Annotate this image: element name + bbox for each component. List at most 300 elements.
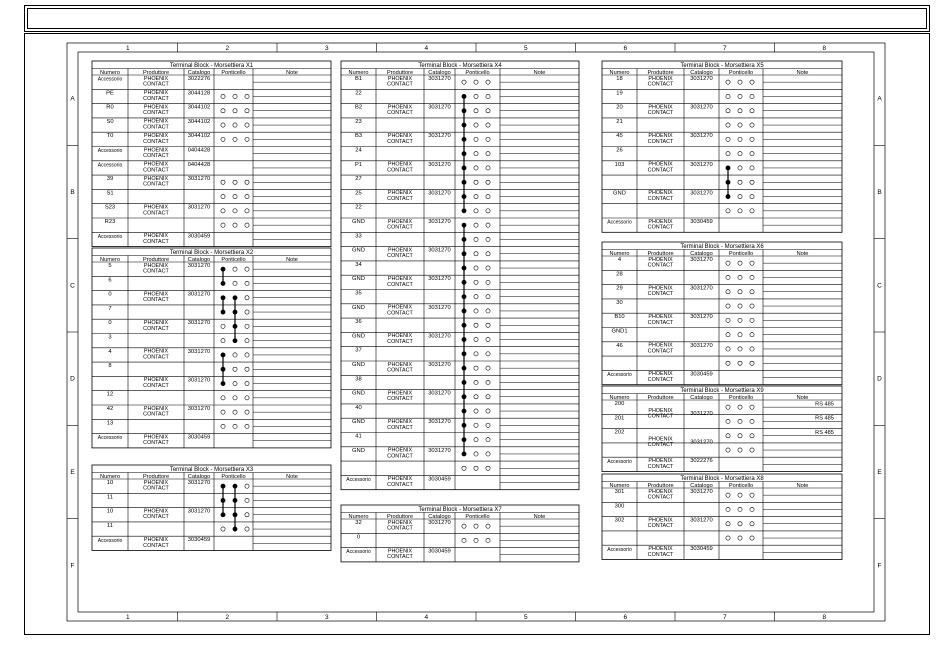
bridge-hole <box>486 352 490 356</box>
zone-row-label-right: E <box>877 469 882 476</box>
bridge-hole <box>738 333 742 337</box>
bridge-hole <box>486 295 490 299</box>
bridge-hole <box>221 123 225 127</box>
bridge-hole <box>726 261 730 265</box>
terminal-table-x7 <box>341 505 579 562</box>
bridge-hole <box>486 80 490 84</box>
bridge-hole <box>750 194 754 198</box>
manufacturer-name: PHOENIX <box>143 233 169 240</box>
bridge-hole <box>474 123 478 127</box>
catalog-number: 3031270 <box>428 133 451 140</box>
zone-column-label-bottom: 7 <box>722 614 727 621</box>
manufacturer-name: CONTACT <box>647 196 674 202</box>
column-header-numero: Numero <box>609 394 630 401</box>
bridge-hole <box>221 137 225 141</box>
zone-row-label-right: F <box>877 562 882 570</box>
terminal-number: GND1 <box>611 328 628 335</box>
terminal-number: 30 <box>616 299 623 306</box>
bridge-hole <box>486 423 490 427</box>
bridge-hole <box>245 123 249 127</box>
zone-row-label-right: C <box>877 282 882 290</box>
bridge-hole <box>750 522 754 526</box>
jumper-contact <box>462 109 466 113</box>
catalog-number: 3044102 <box>187 133 211 140</box>
bridge-hole <box>474 152 478 156</box>
bridge-hole <box>474 166 478 170</box>
terminal-number: 23 <box>355 118 362 125</box>
terminal-number: 0 <box>108 291 112 298</box>
bridge-hole <box>738 419 742 423</box>
bridge-hole <box>750 536 754 540</box>
jumper-contact <box>233 498 237 502</box>
column-header-produttore: Produttore <box>142 256 170 263</box>
manufacturer-name: CONTACT <box>647 319 674 326</box>
manufacturer-name: PHOENIX <box>387 476 413 483</box>
terminal-number: 0 <box>356 534 361 541</box>
bridge-hole <box>233 410 237 414</box>
manufacturer-name: PHOENIX <box>648 133 673 139</box>
jumper-contact <box>462 280 466 284</box>
bridge-hole <box>486 380 490 384</box>
jumper-contact <box>221 310 225 314</box>
terminal-table-x2 <box>92 248 331 448</box>
catalog-number: 3031270 <box>690 190 713 197</box>
catalog-number: 3031270 <box>187 263 211 269</box>
column-header-note: Note <box>286 256 298 263</box>
bridge-hole <box>221 410 225 414</box>
catalog-number: 3030459 <box>187 434 211 441</box>
catalog-number: 3031270 <box>187 204 211 211</box>
column-header-catalogo: Catalogo <box>690 394 713 401</box>
terminal-number: R23 <box>104 219 116 225</box>
bridge-hole <box>726 405 730 409</box>
terminal-number: PE <box>106 90 114 97</box>
bridge-hole <box>245 424 249 428</box>
catalog-number: 0404428 <box>187 147 211 154</box>
terminal-number: B3 <box>354 133 363 140</box>
jumper-contact <box>233 310 237 314</box>
bridge-hole <box>474 438 478 442</box>
bridge-hole <box>750 361 754 365</box>
manufacturer-name: PHOENIX <box>143 161 169 168</box>
manufacturer-name: PHOENIX <box>143 75 169 82</box>
catalog-number: 3030459 <box>690 219 713 225</box>
column-header-note: Note <box>796 482 809 489</box>
catalog-number: 3044102 <box>187 118 211 125</box>
bridge-hole <box>462 538 466 542</box>
manufacturer-name: PHOENIX <box>143 348 169 355</box>
manufacturer-name: PHOENIX <box>648 314 673 320</box>
column-header-numero: Numero <box>609 250 630 257</box>
catalog-number: 3031270 <box>690 489 713 495</box>
manufacturer-name: CONTACT <box>143 440 169 447</box>
bridge-hole <box>474 266 478 270</box>
bridge-hole <box>750 152 754 156</box>
manufacturer-name: PHOENIX <box>143 291 169 298</box>
bridge-hole <box>474 452 478 456</box>
jumper-contact <box>726 180 730 184</box>
bridge-hole <box>245 94 249 98</box>
manufacturer-name: CONTACT <box>387 281 413 288</box>
bridge-hole <box>486 309 490 313</box>
column-header-catalogo: Catalogo <box>690 482 713 489</box>
manufacturer-name: CONTACT <box>143 81 169 88</box>
terminal-number: GND <box>352 333 365 340</box>
terminal-number: 12 <box>106 391 114 398</box>
catalog-number: 3031270 <box>428 520 451 526</box>
bridge-hole <box>750 304 754 308</box>
zone-row-label-left: D <box>70 375 75 383</box>
catalog-number: 3031270 <box>690 342 713 349</box>
catalog-number: 3031270 <box>690 411 713 417</box>
terminal-number: 4 <box>108 348 112 355</box>
bridge-hole <box>462 524 466 528</box>
bridge-hole <box>245 296 249 300</box>
catalog-number: 3031270 <box>428 447 451 454</box>
manufacturer-name: CONTACT <box>647 224 674 231</box>
bridge-hole <box>221 94 225 98</box>
terminal-number: 4 <box>617 257 622 263</box>
bridge-hole <box>750 493 754 497</box>
manufacturer-name: CONTACT <box>647 110 674 117</box>
jumper-contact <box>462 437 466 441</box>
terminal-number: 21 <box>616 118 623 125</box>
column-header-note: Note <box>286 69 298 76</box>
manufacturer-name: CONTACT <box>647 81 674 88</box>
bridge-hole <box>474 538 478 542</box>
bridge-hole <box>726 493 730 497</box>
manufacturer-name: PHOENIX <box>648 517 673 524</box>
zone-row-label-left: E <box>70 469 75 476</box>
terminal-number: 28 <box>616 271 623 278</box>
bridge-hole <box>462 466 466 470</box>
column-header-note: Note <box>286 473 298 480</box>
column-header-ponticello: Ponticello <box>221 256 246 263</box>
bridge-hole <box>486 466 490 470</box>
bridge-hole <box>221 339 225 343</box>
bridge-hole <box>738 493 742 497</box>
catalog-number: 3031270 <box>690 161 713 168</box>
terminal-number: Accessorio <box>346 477 371 483</box>
bridge-hole <box>738 261 742 265</box>
terminal-note: RS 485 <box>815 415 834 422</box>
manufacturer-name: PHOENIX <box>648 285 673 292</box>
catalog-number: 3030459 <box>428 548 451 555</box>
bridge-hole <box>474 352 478 356</box>
bridge-hole <box>750 209 754 213</box>
column-header-numero: Numero <box>100 473 120 480</box>
bridge-hole <box>750 109 754 113</box>
manufacturer-name: CONTACT <box>387 554 413 561</box>
jumper-contact <box>462 166 466 170</box>
manufacturer-name: PHOENIX <box>648 104 673 111</box>
bridge-hole <box>738 80 742 84</box>
bridge-hole <box>486 524 490 528</box>
jumper-contact <box>233 527 237 531</box>
zone-column-label-bottom: 5 <box>523 614 528 621</box>
terminal-table-x1 <box>92 61 331 247</box>
bridge-hole <box>726 361 730 365</box>
column-header-catalogo: Catalogo <box>187 69 211 76</box>
bridge-hole <box>750 405 754 409</box>
manufacturer-name: CONTACT <box>143 268 169 275</box>
manufacturer-name: CONTACT <box>387 110 413 117</box>
manufacturer-name: PHOENIX <box>387 104 413 111</box>
bridge-hole <box>486 194 490 198</box>
manufacturer-name: PHOENIX <box>648 488 673 495</box>
bridge-hole <box>738 361 742 365</box>
manufacturer-name: CONTACT <box>647 551 674 558</box>
terminal-number: 35 <box>355 290 362 297</box>
zone-row-label-right: B <box>877 189 882 196</box>
bridge-hole <box>738 123 742 127</box>
bridge-hole <box>750 333 754 337</box>
terminal-number: Accessorio <box>607 458 632 465</box>
terminal-number: Accessorio <box>97 162 123 169</box>
terminal-number: Accessorio <box>346 549 371 556</box>
column-header-numero: Numero <box>348 513 369 520</box>
bridge-hole <box>233 396 237 400</box>
bridge-hole <box>474 252 478 256</box>
manufacturer-name: PHOENIX <box>387 390 413 397</box>
bridge-hole <box>750 166 754 170</box>
terminal-number: 18 <box>616 76 623 82</box>
zone-row-label-left: F <box>70 562 75 570</box>
bridge-hole <box>750 80 754 84</box>
manufacturer-name: PHOENIX <box>648 342 673 349</box>
bridge-hole <box>486 180 490 184</box>
bridge-hole <box>221 209 225 213</box>
manufacturer-name: PHOENIX <box>143 175 169 182</box>
bridge-hole <box>486 337 490 341</box>
manufacturer-name: CONTACT <box>143 354 169 361</box>
column-header-ponticello: Ponticello <box>465 513 490 520</box>
bridge-hole <box>750 123 754 127</box>
bridge-hole <box>750 347 754 351</box>
jumper-contact <box>233 296 237 300</box>
manufacturer-name: PHOENIX <box>143 434 169 441</box>
bridge-hole <box>486 438 490 442</box>
column-header-numero: Numero <box>100 256 120 263</box>
column-header-note: Note <box>796 250 809 257</box>
jumper-contact <box>221 498 225 502</box>
bridge-hole <box>245 339 249 343</box>
bridge-hole <box>245 484 249 488</box>
bridge-hole <box>474 137 478 141</box>
column-header-ponticello: Ponticello <box>221 473 246 480</box>
terminal-number: 201 <box>614 415 625 422</box>
terminal-number: GND <box>352 447 365 454</box>
bridge-hole <box>738 448 742 452</box>
zone-column-label-bottom: 1 <box>125 614 130 621</box>
manufacturer-name: PHOENIX <box>387 276 413 282</box>
terminal-number: GND <box>352 390 365 397</box>
manufacturer-name: PHOENIX <box>648 161 673 168</box>
bridge-hole <box>726 347 730 351</box>
manufacturer-name: CONTACT <box>387 482 413 488</box>
bridge-hole <box>221 424 225 428</box>
manufacturer-name: PHOENIX <box>143 133 169 139</box>
bridge-hole <box>245 396 249 400</box>
bridge-hole <box>486 237 490 241</box>
terminal-number: 301 <box>614 489 625 495</box>
jumper-contact <box>462 323 466 327</box>
jumper-contact <box>462 123 466 127</box>
manufacturer-name: CONTACT <box>647 377 674 383</box>
terminal-number: 29 <box>616 285 623 292</box>
manufacturer-name: CONTACT <box>387 167 413 174</box>
manufacturer-name: CONTACT <box>143 110 169 117</box>
bridge-hole <box>750 290 754 294</box>
bridge-hole <box>245 109 249 113</box>
bridge-hole <box>245 281 249 285</box>
bridge-hole <box>486 137 490 141</box>
manufacturer-name: CONTACT <box>143 325 169 332</box>
bridge-hole <box>486 323 490 327</box>
jumper-contact <box>462 151 466 155</box>
bridge-hole <box>245 527 249 531</box>
bridge-hole <box>245 180 249 184</box>
manufacturer-name: CONTACT <box>387 453 413 460</box>
jumper-contact <box>462 366 466 370</box>
terminal-number: Accessorio <box>97 537 123 544</box>
jumper-contact <box>726 166 730 170</box>
manufacturer-name: PHOENIX <box>387 519 413 526</box>
column-header-catalogo: Catalogo <box>187 473 211 480</box>
catalog-number: 3031270 <box>428 190 451 197</box>
terminal-number: 10 <box>106 508 114 515</box>
bridge-hole <box>474 323 478 327</box>
manufacturer-name: PHOENIX <box>143 320 169 326</box>
jumper-contact <box>221 296 225 300</box>
bridge-hole <box>486 109 490 113</box>
terminal-number: 26 <box>616 147 623 154</box>
bridge-hole <box>726 290 730 294</box>
terminal-note: RS 485 <box>815 401 834 408</box>
jumper-contact <box>462 223 466 227</box>
terminal-number: 41 <box>355 433 362 440</box>
jumper-contact <box>462 309 466 313</box>
bridge-hole <box>474 237 478 241</box>
jumper-contact <box>221 513 225 517</box>
manufacturer-name: PHOENIX <box>648 256 673 263</box>
manufacturer-name: PHOENIX <box>648 546 673 552</box>
bridge-hole <box>233 381 237 385</box>
terminal-number: 20 <box>616 104 623 111</box>
terminal-number: 3 <box>108 334 112 341</box>
catalog-number: 3031270 <box>187 320 211 327</box>
catalog-number: 3031270 <box>690 439 713 446</box>
bridge-hole <box>233 194 237 198</box>
column-header-note: Note <box>796 69 809 76</box>
catalog-number: 3031270 <box>187 508 211 515</box>
bridge-hole <box>738 180 742 184</box>
column-header-numero: Numero <box>348 69 369 76</box>
jumper-contact <box>462 180 466 184</box>
terminal-number: Accessorio <box>97 148 123 155</box>
bridge-hole <box>486 123 490 127</box>
manufacturer-name: CONTACT <box>387 224 413 231</box>
manufacturer-name: PHOENIX <box>143 537 169 543</box>
column-header-ponticello: Ponticello <box>728 69 754 76</box>
manufacturer-name: PHOENIX <box>648 407 673 414</box>
bridge-hole <box>486 452 490 456</box>
manufacturer-name: PHOENIX <box>387 361 413 368</box>
bridge-hole <box>474 423 478 427</box>
catalog-number: 0404428 <box>187 161 211 168</box>
manufacturer-name: CONTACT <box>647 413 674 420</box>
jumper-contact <box>233 484 237 488</box>
terminal-number: 27 <box>355 176 362 183</box>
bridge-hole <box>750 180 754 184</box>
terminal-number: 200 <box>614 401 625 407</box>
jumper-contact <box>462 237 466 241</box>
column-header-produttore: Produttore <box>142 473 170 480</box>
terminal-number: 300 <box>614 503 625 510</box>
catalog-number: 3030459 <box>690 371 713 378</box>
bridge-hole <box>486 538 490 542</box>
manufacturer-name: CONTACT <box>647 138 674 145</box>
zone-column-label-bottom: 3 <box>324 614 329 621</box>
terminal-number: 42 <box>106 406 114 412</box>
table-title: Terminal Block - Morsettiera X3 <box>169 466 254 473</box>
bridge-hole <box>245 310 249 314</box>
manufacturer-name: CONTACT <box>647 463 674 470</box>
bridge-hole <box>233 109 237 113</box>
manufacturer-name: CONTACT <box>387 253 413 260</box>
catalog-number: 3031270 <box>690 257 713 263</box>
terminal-number: S23 <box>104 204 116 211</box>
terminal-table-x9 <box>602 386 842 472</box>
jumper-contact <box>462 209 466 213</box>
jumper-contact <box>462 294 466 298</box>
zone-column-label-top: 4 <box>424 45 429 52</box>
column-header-ponticello: Ponticello <box>728 250 754 257</box>
catalog-number: 3044102 <box>187 104 211 111</box>
bridge-hole <box>750 419 754 423</box>
bridge-hole <box>233 223 237 227</box>
bridge-hole <box>738 166 742 170</box>
bridge-hole <box>245 410 249 414</box>
manufacturer-name: CONTACT <box>387 138 413 145</box>
bridge-hole <box>245 209 249 213</box>
zone-column-label-top: 3 <box>324 45 329 52</box>
manufacturer-name: PHOENIX <box>648 436 673 443</box>
catalog-number: 3031270 <box>690 133 713 140</box>
bridge-hole <box>474 466 478 470</box>
column-header-produttore: Produttore <box>386 513 414 520</box>
bridge-hole <box>738 405 742 409</box>
terminal-tables <box>92 61 842 562</box>
bridge-hole <box>726 275 730 279</box>
bridge-hole <box>738 194 742 198</box>
catalog-number: 3031270 <box>690 314 713 321</box>
catalog-number: 3022276 <box>690 458 713 465</box>
bridge-hole <box>221 109 225 113</box>
manufacturer-name: PHOENIX <box>143 508 169 515</box>
manufacturer-name: PHOENIX <box>143 377 169 384</box>
manufacturer-name: CONTACT <box>143 238 169 245</box>
manufacturer-name: CONTACT <box>143 167 169 174</box>
manufacturer-name: CONTACT <box>143 297 169 304</box>
bridge-hole <box>486 280 490 284</box>
manufacturer-name: CONTACT <box>387 396 413 403</box>
bridge-hole <box>486 152 490 156</box>
terminal-number: 36 <box>355 319 362 326</box>
manufacturer-name: CONTACT <box>387 196 413 202</box>
catalog-number: 3031270 <box>428 390 451 397</box>
bridge-hole <box>474 209 478 213</box>
